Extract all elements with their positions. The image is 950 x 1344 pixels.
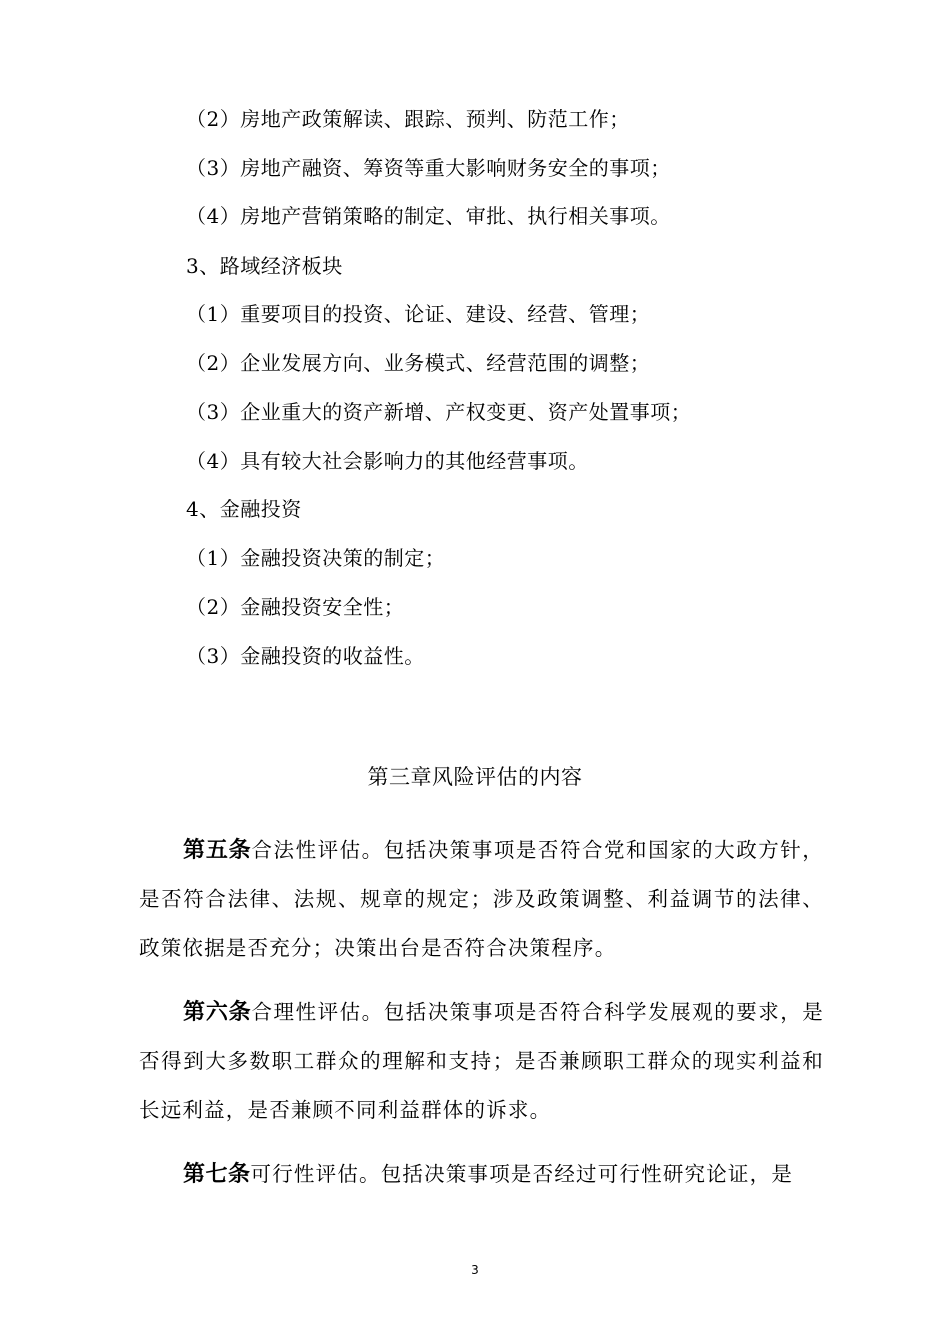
article-paragraph bbox=[139, 1150, 824, 1199]
list-item: （4）具有较大社会影响力的其他经营事项。 bbox=[186, 449, 589, 473]
article-text: 可行性评估。包括决策事项是否经过可行性研究论证，是 bbox=[250, 1162, 794, 1186]
chapter-title: 第三章风险评估的内容 bbox=[367, 765, 583, 789]
article-text: 合理性评估。包括决策事项是否符合科学发展观的要求，是否得到大多数职工群众的理解和支持；是否兼顾职工群众的现实利益和长远利益，是否兼顾不同利益群体的诉求。 bbox=[139, 1000, 824, 1122]
list-item: （1）金融投资决策的制定； bbox=[186, 546, 446, 570]
list-item: （2）房地产政策解读、跟踪、预判、防范工作； bbox=[186, 107, 630, 131]
list-item: （3）企业重大的资产新增、产权变更、资产处置事项； bbox=[186, 400, 692, 424]
list-item: （2）金融投资安全性； bbox=[186, 595, 405, 619]
list-item: （4）房地产营销策略的制定、审批、执行相关事项。 bbox=[186, 204, 671, 228]
page-number: 3 bbox=[471, 1263, 479, 1277]
list-heading: 3、路域经济板块 bbox=[186, 254, 343, 278]
article-paragraph bbox=[139, 826, 824, 973]
list-item: （3）房地产融资、筹资等重大影响财务安全的事项； bbox=[186, 156, 671, 180]
article-paragraph bbox=[139, 988, 824, 1135]
article-label: 第六条 bbox=[183, 1000, 252, 1025]
article-label: 第五条 bbox=[183, 838, 252, 863]
article-text: 合法性评估。包括决策事项是否符合党和国家的大政方针，是否符合法律、法规、规章的规定；涉及政策调整、利益调节的法律、政策依据是否充分；决策出台是否符合决策程序。 bbox=[139, 838, 824, 960]
list-heading: 4、金融投资 bbox=[186, 497, 302, 521]
list-item: （1）重要项目的投资、论证、建设、经营、管理； bbox=[186, 302, 651, 326]
article-label: 第七条 bbox=[183, 1162, 251, 1187]
list-item: （2）企业发展方向、业务模式、经营范围的调整； bbox=[186, 351, 651, 375]
list-item: （3）金融投资的收益性。 bbox=[186, 644, 425, 668]
